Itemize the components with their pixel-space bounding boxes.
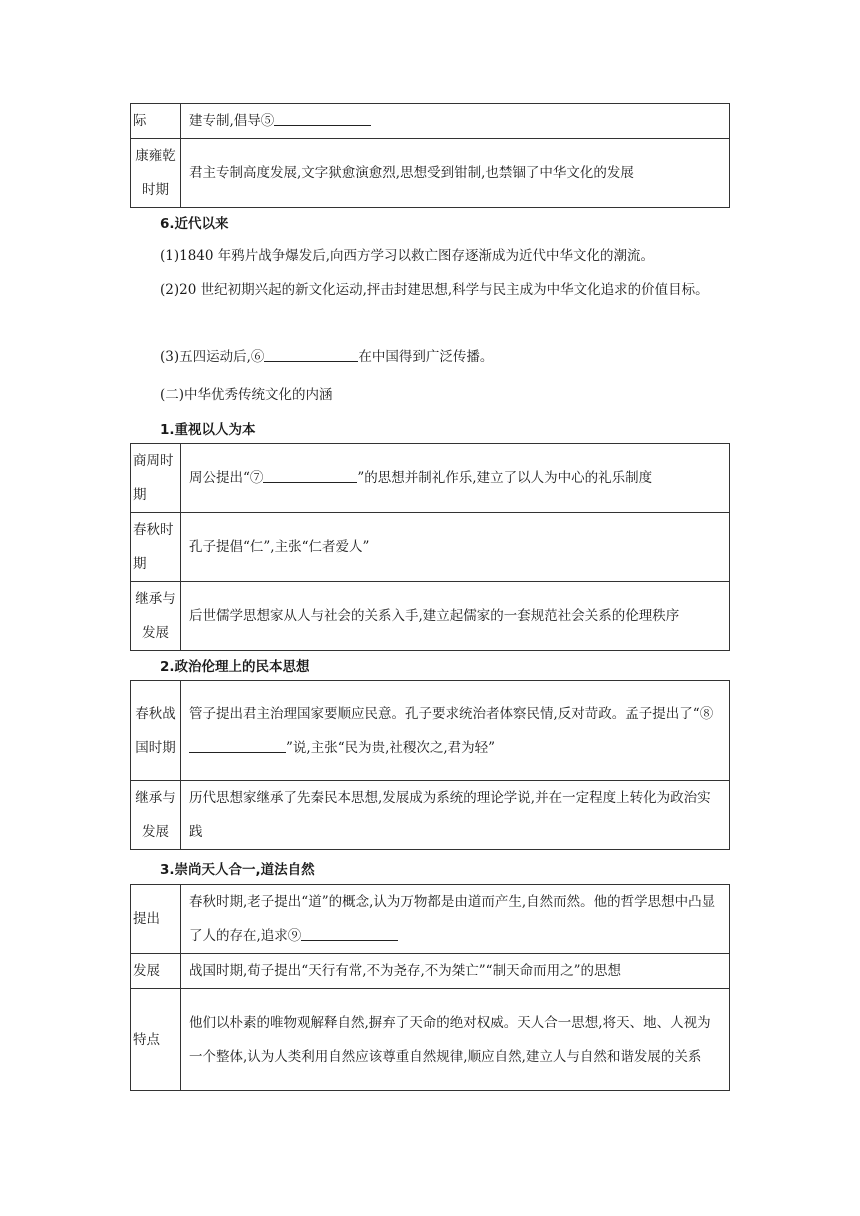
section-heading: 1.重视以人为本 [160, 422, 256, 438]
row-label: 商周时期 [131, 444, 181, 513]
row-content: 春秋时期,老子提出“道”的概念,认为万物都是由道而产生,自然而然。他的哲学思想中凸显了人的存在,追求⑨ [181, 885, 730, 954]
section-heading: 3.崇尚天人合一,道法自然 [160, 862, 315, 878]
table-row [131, 139, 730, 208]
table-sub1 [130, 443, 730, 651]
table-row [131, 954, 730, 989]
table-row [131, 989, 730, 1091]
part-heading: (二)中华优秀传统文化的内涵 [160, 387, 333, 403]
section-heading: 6.近代以来 [160, 216, 229, 232]
table-sub2 [130, 680, 730, 850]
section-heading: 2.政治伦理上的民本思想 [160, 659, 310, 675]
row-content: 战国时期,荀子提出“天行有常,不为尧存,不为桀亡”“制天命而用之”的思想 [181, 954, 730, 989]
row-label: 提出 [131, 885, 181, 954]
table-row [131, 582, 730, 651]
row-label: 际 [131, 104, 181, 139]
paragraph: (1)1840 年鸦片战争爆发后,向西方学习以救亡图存逐渐成为近代中华文化的潮流。 [160, 248, 655, 264]
row-label: 发展 [131, 954, 181, 989]
table-row [131, 885, 730, 954]
row-content: 孔子提倡“仁”,主张“仁者爱人” [181, 513, 730, 582]
row-label: 特点 [131, 989, 181, 1091]
row-content: 君主专制高度发展,文字狱愈演愈烈,思想受到钳制,也禁锢了中华文化的发展 [181, 139, 730, 208]
row-label: 康雍乾时期 [131, 139, 181, 208]
blank-7[interactable] [263, 467, 357, 483]
table-row [131, 513, 730, 582]
table-sub3 [130, 884, 730, 1091]
row-content: 周公提出“⑦ ”的思想并制礼作乐,建立了以人为中心的礼乐制度 [181, 444, 730, 513]
row-label: 春秋时期 [131, 513, 181, 582]
row-content: 历代思想家继承了先秦民本思想,发展成为系统的理论学说,并在一定程度上转化为政治实践 [181, 781, 730, 850]
blank-5[interactable] [274, 110, 371, 126]
blank-8[interactable] [189, 737, 286, 753]
table-row [131, 781, 730, 850]
table-top [130, 103, 730, 208]
row-content: 他们以朴素的唯物观解释自然,摒弃了天命的绝对权威。天人合一思想,将天、地、人视为一个整体,认为人类利用自然应该尊重自然规律,顺应自然,建立人与自然和谐发展的关系 [181, 989, 730, 1091]
row-content: 建专制,倡导⑤ [181, 104, 730, 139]
table-row [131, 104, 730, 139]
paragraph: (2)20 世纪初期兴起的新文化运动,抨击封建思想,科学与民主成为中华文化追求的价值目标。 [160, 282, 709, 298]
paragraph: (3)五四运动后,⑥ 在中国得到广泛传播。 [130, 340, 730, 374]
row-label: 继承与发展 [131, 582, 181, 651]
row-content: 管子提出君主治理国家要顺应民意。孔子要求统治者体察民情,反对苛政。孟子提出了“⑧”说,主张“民为贵,社稷次之,君为轻” [181, 681, 730, 781]
row-content: 后世儒学思想家从人与社会的关系入手,建立起儒家的一套规范社会关系的伦理秩序 [181, 582, 730, 651]
blank-9[interactable] [301, 925, 398, 941]
table-row [131, 681, 730, 781]
blank-6[interactable] [264, 346, 358, 362]
row-label: 春秋战国时期 [131, 681, 181, 781]
table-row [131, 444, 730, 513]
row-label: 继承与发展 [131, 781, 181, 850]
